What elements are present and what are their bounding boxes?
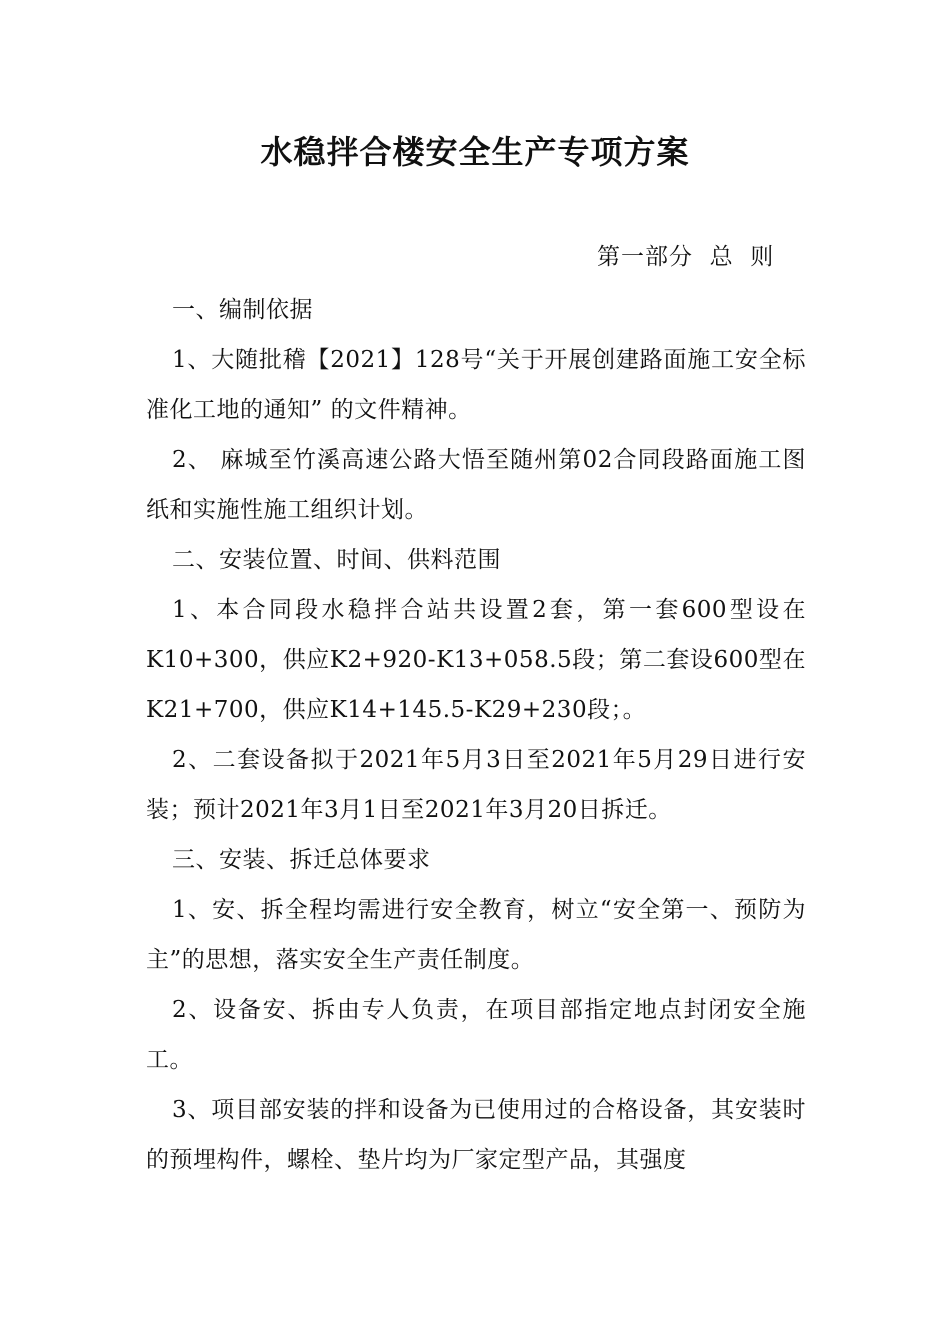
paragraph-requirements-1: 1、安、拆全程均需进行安全教育，树立“安全第一、预防为主”的思想，落实安全生产责任制度。 — [146, 897, 806, 973]
part-heading: 第一部分 总 则 — [597, 244, 775, 270]
paragraph-basis-1: 1、大随批稽【2021】128号“关于开展创建路面施工安全标准化工地的通知” 的文件精神。 — [146, 347, 806, 423]
section-heading-location: 二、安装位置、时间、供料范围 — [172, 547, 501, 573]
document-title: 水稳拌合楼安全生产专项方案 — [260, 133, 690, 171]
document-body — [146, 285, 806, 1185]
paragraph-basis-2: 2、 麻城至竹溪高速公路大悟至随州第02合同段路面施工图纸和实施性施工组织计划。 — [146, 447, 806, 523]
paragraph-requirements-3: 3、项目部安装的拌和设备为已使用过的合格设备，其安装时的预埋构件，螺栓、垫片均为厂家定型产品，其强度 — [146, 1097, 806, 1173]
paragraph-location-2: 2、二套设备拟于2021年5月3日至2021年5月29日进行安装；预计2021年3月1日至2021年3月20日拆迁。 — [146, 747, 806, 823]
section-heading-requirements: 三、安装、拆迁总体要求 — [172, 847, 431, 873]
paragraph-location-1: 1、本合同段水稳拌合站共设置2套，第一套600型设在K10+300，供应K2+920-K13+058.5段；第二套设600型在K21+700，供应K14+145.5-K29+230段；。 — [146, 597, 806, 723]
paragraph-requirements-2: 2、设备安、拆由专人负责，在项目部指定地点封闭安全施工。 — [146, 997, 806, 1073]
section-heading-basis: 一、编制依据 — [172, 297, 313, 323]
